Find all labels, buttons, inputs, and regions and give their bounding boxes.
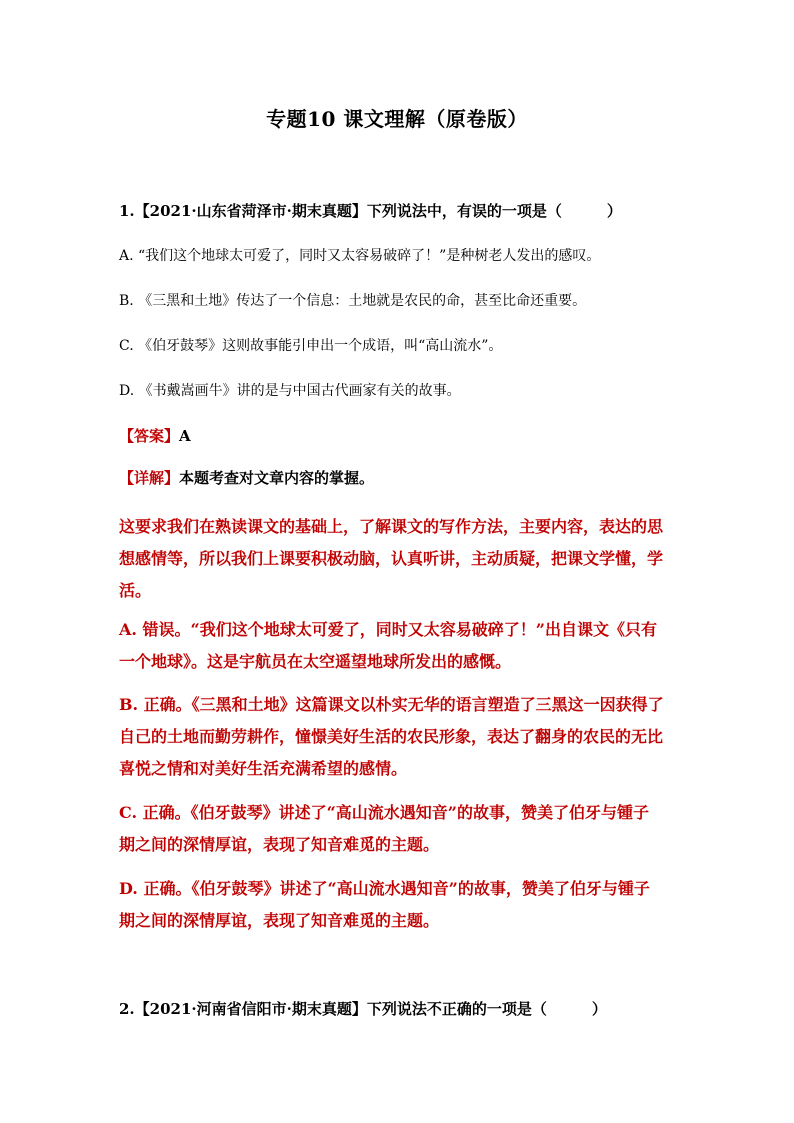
question-1-option-b: B. 《三黑和土地》传达了一个信息：土地就是农民的命，甚至比命还重要。 [119,293,587,309]
question-2-stem: 2.【2021·河南省信阳市·期末真题】下列说法不正确的一项是（ ） [119,1000,607,1018]
answer-label: 【答案】 [119,427,180,445]
explanation-d-line: 期之间的深情厚谊，表现了知音难觅的主题。 [119,911,440,930]
analysis-intro-line: 这要求我们在熟读课文的基础上，了解课文的写作方法，主要内容，表达的思 [119,517,664,536]
question-1-option-d: D. 《书戴嵩画牛》讲的是与中国古代画家有关的故事。 [119,383,461,399]
explanation-a-line: 一个地球》。这是宇航员在太空遥望地球所发出的感慨。 [119,652,512,671]
explanation-c-line: C. 正确。《伯牙鼓琴》讲述了“高山流水遇知音”的故事，赞美了伯牙与锺子 [119,803,650,822]
explanation-b-line: B. 正确。《三黑和土地》这篇课文以朴实无华的语言塑造了三黑这一因获得了 [119,695,664,714]
explanation-d [119,873,679,937]
analysis-intro-line: 想感情等，所以我们上课要积极动脑，认真听讲，主动质疑，把课文学懂，学 [119,549,664,568]
explanation-b [119,689,679,785]
analysis-line [119,468,689,488]
analysis-text: 本题考查对文章内容的掌握。 [179,469,375,487]
answer-value: A [179,427,191,445]
analysis-label: 【详解】 [119,469,180,487]
explanation-a-line: A. 错误。“我们这个地球太可爱了，同时又太容易破碎了！”出自课文《只有 [119,620,657,639]
question-1-stem: 1.【2021·山东省菏泽市·期末真题】下列说法中，有误的一项是（ ） [119,202,622,220]
page-title: 专题10 课文理解（原卷版） [266,107,528,131]
explanation-d-line: D. 正确。《伯牙鼓琴》讲述了“高山流水遇知音”的故事，赞美了伯牙与锺子 [119,879,650,898]
explanation-c-line: 期之间的深情厚谊，表现了知音难觅的主题。 [119,835,440,854]
explanation-b-line: 自己的土地而勤劳耕作，憧憬美好生活的农民形象，表达了翻身的农民的无比 [119,727,664,746]
explanation-c [119,797,679,861]
explanation-b-line: 喜悦之情和对美好生活充满希望的感情。 [119,759,408,778]
question-1-option-c: C. 《伯牙鼓琴》这则故事能引申出一个成语，叫“高山流水”。 [119,338,503,354]
analysis-intro-line: 活。 [119,581,152,600]
question-1-option-a: A. “我们这个地球太可爱了，同时又太容易破碎了！”是种树老人发出的感叹。 [119,248,601,264]
analysis-intro [119,511,679,607]
explanation-a [119,614,679,678]
answer-line [119,426,689,446]
